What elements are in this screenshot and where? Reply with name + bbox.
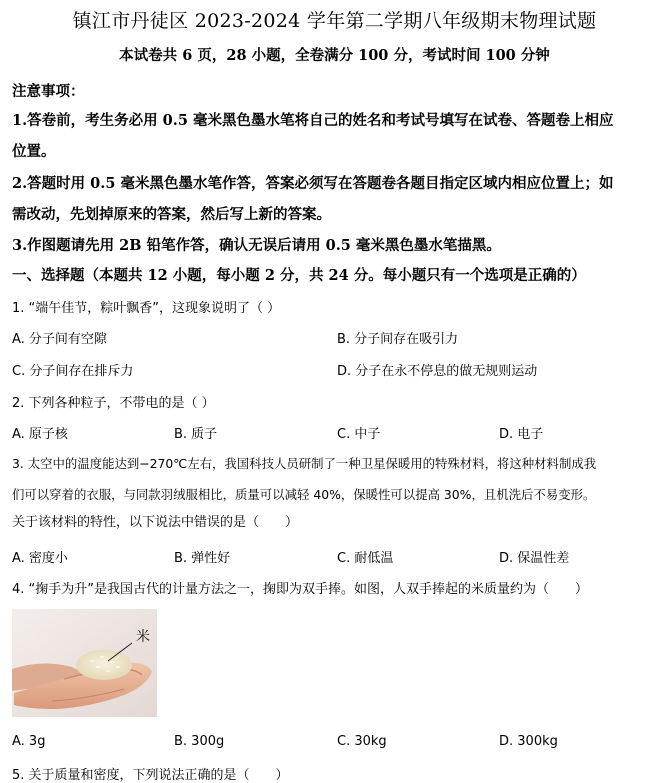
hands-holding-rice-image	[12, 609, 157, 717]
question-3-stem-line: 们可以穿着的衣服，与同款羽绒服相比，质量可以减轻 40%，保暖性可以提高 30%，且机洗后不易变形。	[12, 487, 596, 502]
question-2-option-b: B. 质子	[174, 427, 218, 442]
question-2-stem: 2. 下列各种粒子，不带电的是（ ）	[12, 396, 215, 411]
note-line: 2.答题时用 0.5 毫米黑色墨水笔作答，答案必须写在答题卷各题目指定区域内相应位置上；如	[12, 175, 614, 192]
question-3-stem-line: 3. 太空中的温度能达到−270℃左右，我国科技人员研制了一种卫星保暖用的特殊材料，将这种材料制成我	[12, 456, 597, 471]
question-2-option-d: D. 电子	[499, 427, 544, 442]
question-4-option-a: A. 3g	[12, 734, 46, 749]
question-3-option-c: C. 耐低温	[337, 551, 394, 566]
note-line: 需改动，先划掉原来的答案，然后写上新的答案。	[12, 206, 331, 223]
question-1-option-b: B. 分子间存在吸引力	[337, 332, 459, 347]
question-1-option-d: D. 分子在永不停息的做无规则运动	[337, 364, 538, 379]
question-3-option-d: D. 保温性差	[499, 551, 570, 566]
note-line: 3.作图题请先用 2B 铅笔作答，确认无误后请用 0.5 毫米黑色墨水笔描黑。	[12, 237, 501, 254]
note-line: 1.答卷前，考生务必用 0.5 毫米黑色墨水笔将自己的姓名和考试号填写在试卷、答题卷上相应	[12, 112, 614, 129]
question-1-option-c: C. 分子间存在排斥力	[12, 364, 134, 379]
question-2-option-a: A. 原子核	[12, 427, 68, 442]
question-1-stem: 1. “端午佳节，粽叶飘香”，这现象说明了（ ）	[12, 301, 281, 316]
question-5-stem: 5. 关于质量和密度，下列说法正确的是（ ）	[12, 768, 289, 783]
question-2-option-c: C. 中子	[337, 427, 381, 442]
question-4-option-d: D. 300kg	[499, 734, 558, 749]
page-title: 镇江市丹徒区 2023-2024 学年第二学期八年级期末物理试题	[72, 10, 597, 32]
notes-heading: 注意事项：	[12, 83, 85, 100]
section-heading: 一、选择题（本题共 12 小题，每小题 2 分，共 24 分。每小题只有一个选项是正确的）	[12, 267, 586, 284]
page-subtitle: 本试卷共 6 页，28 小题，全卷满分 100 分，考试时间 100 分钟	[119, 47, 550, 64]
question-1-option-a: A. 分子间有空隙	[12, 332, 107, 347]
note-line: 位置。	[12, 143, 56, 160]
question-3-option-a: A. 密度小	[12, 551, 68, 566]
question-3-option-b: B. 弹性好	[174, 551, 231, 566]
question-4-option-c: C. 30kg	[337, 734, 387, 749]
question-3-stem-line: 关于该材料的特性，以下说法中错误的是（ ）	[12, 515, 299, 530]
rice-label: 米	[136, 629, 150, 645]
question-4-stem: 4. “掬手为升”是我国古代的计量方法之一，掬即为双手捧。如图，人双手捧起的米质量约为（ ）	[12, 582, 589, 597]
question-4-option-b: B. 300g	[174, 734, 225, 749]
